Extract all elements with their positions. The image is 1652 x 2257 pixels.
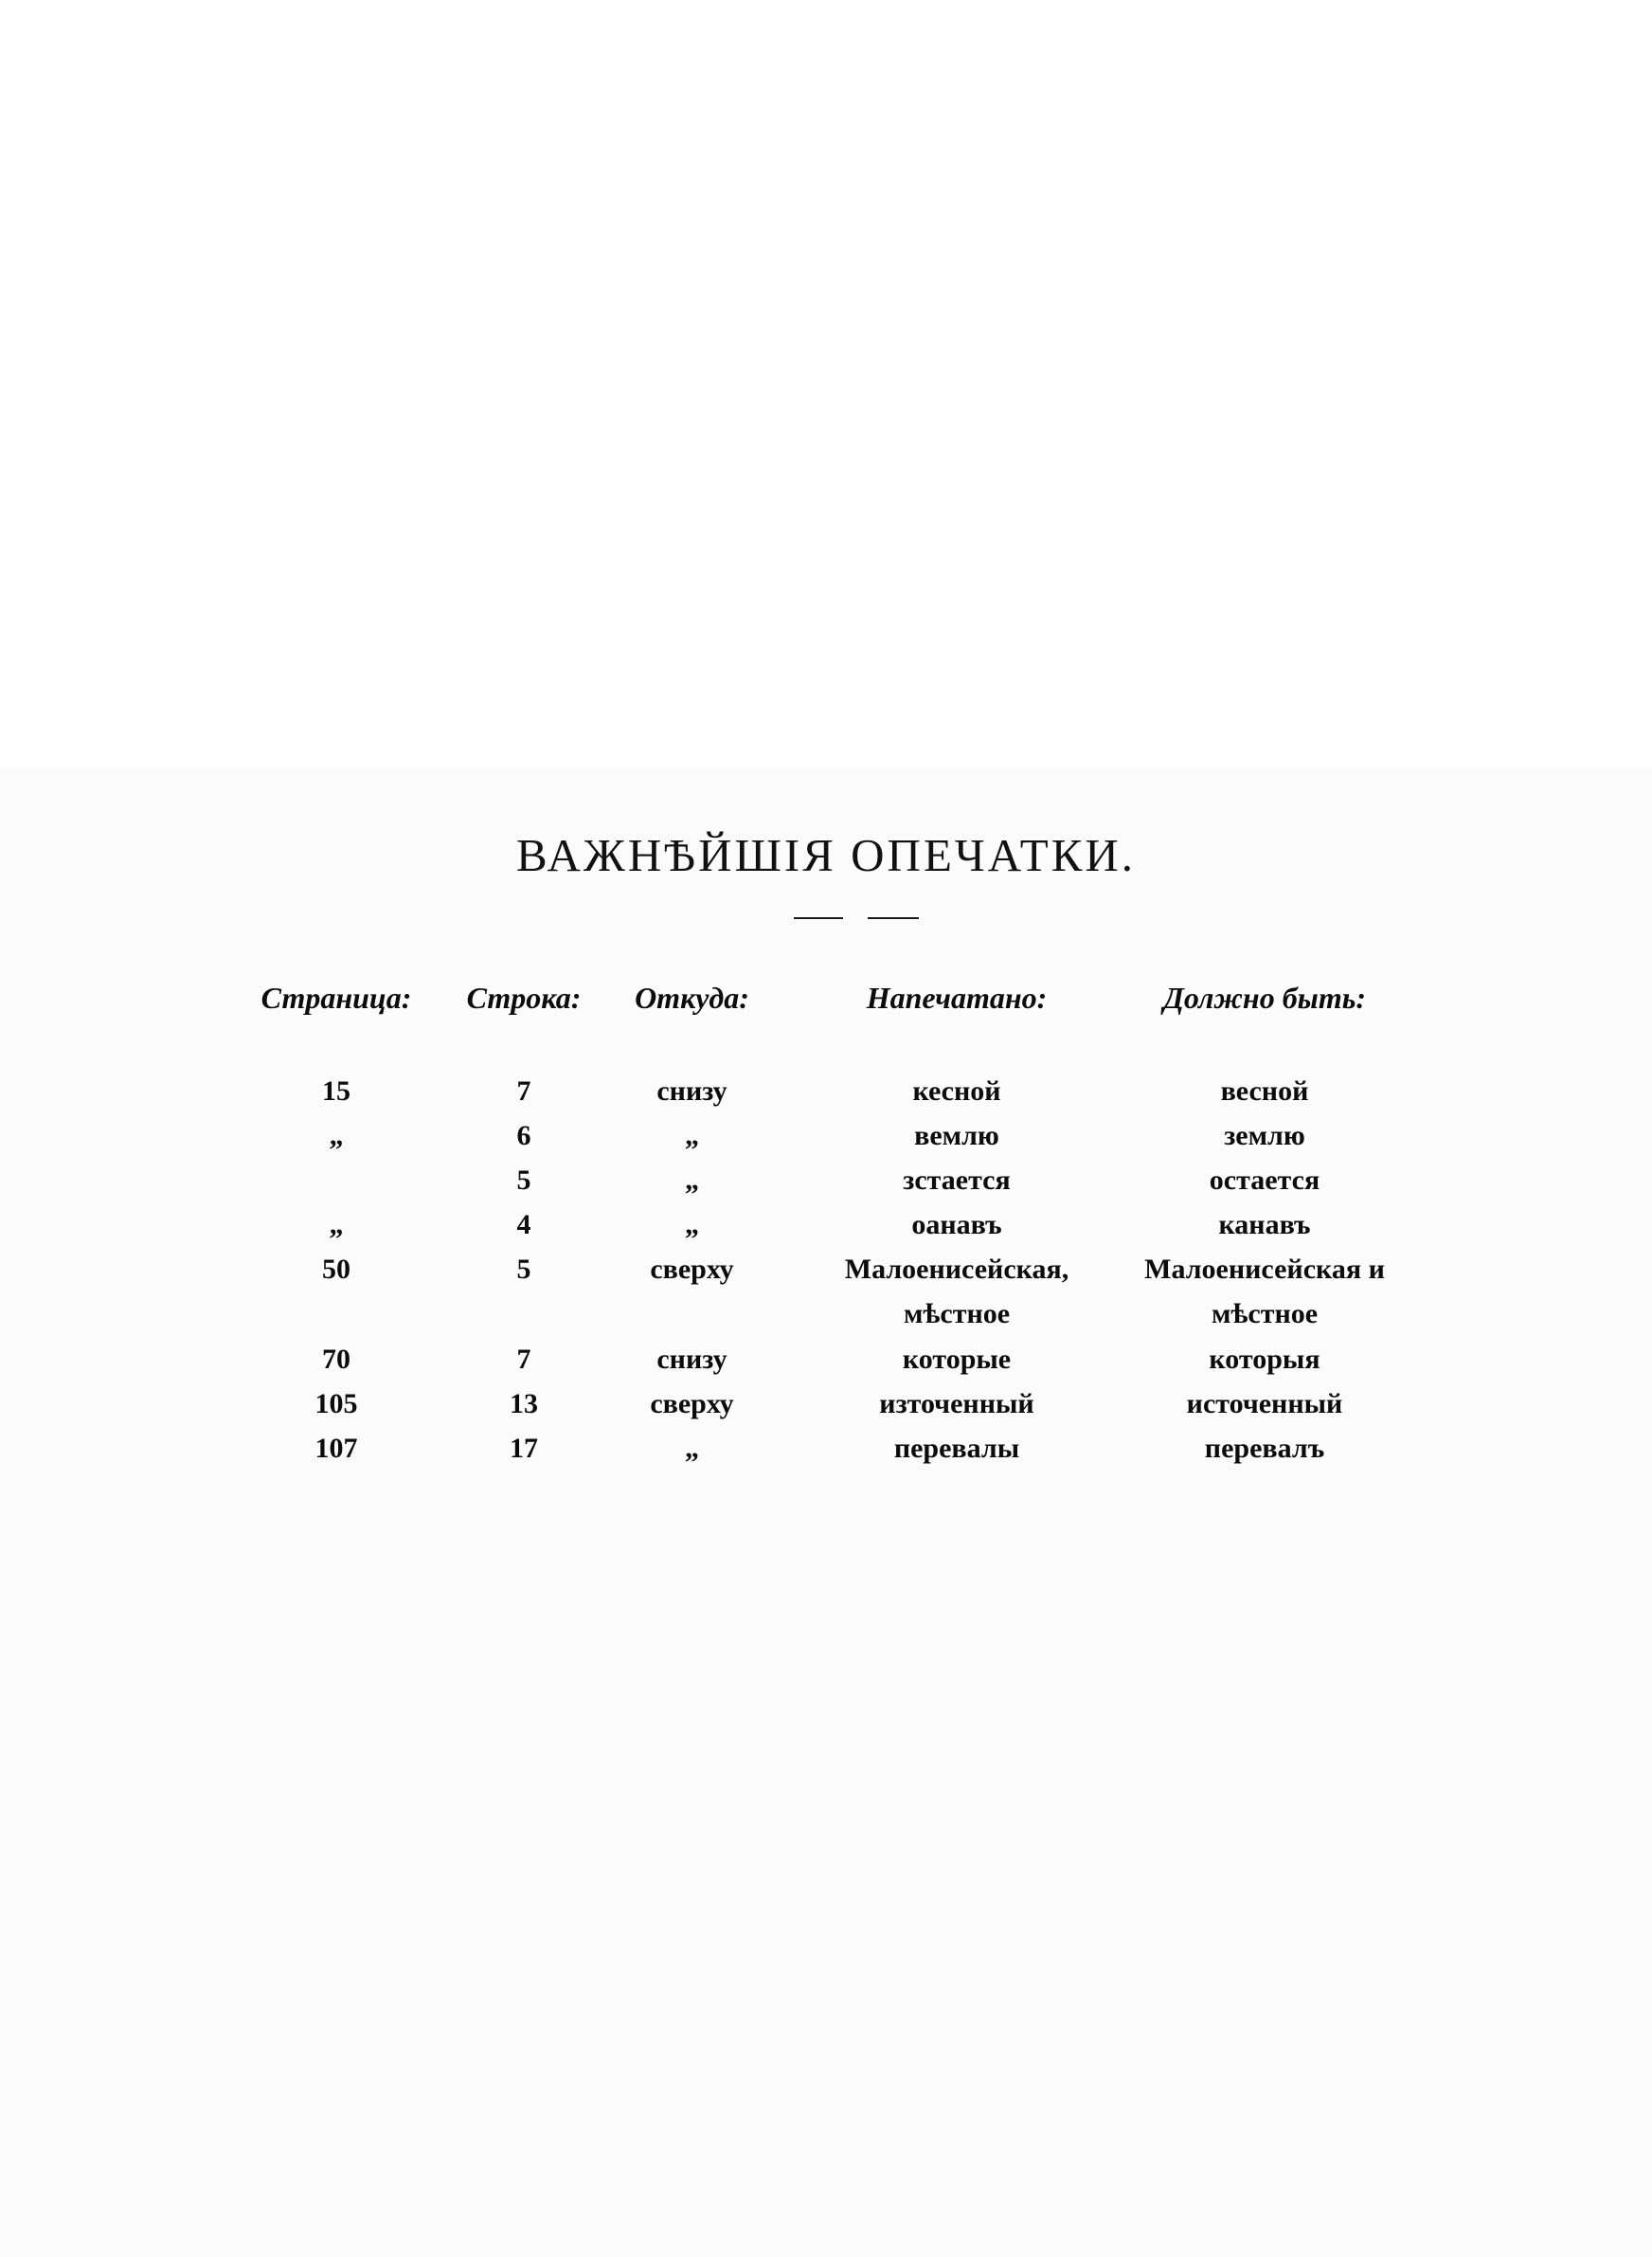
errata-header-row xyxy=(0,971,1652,1024)
cell-line: 7 xyxy=(516,1075,531,1107)
title-rule xyxy=(794,917,919,921)
column-header-should-be: Должно быть: xyxy=(1162,981,1367,1015)
errata-row xyxy=(0,1426,1652,1471)
cell-printed: вемлю xyxy=(914,1120,999,1151)
column-header-page: Страница: xyxy=(260,981,412,1015)
title-rule-dash xyxy=(794,917,843,919)
column-header-from: Откуда: xyxy=(635,981,749,1015)
cell-page: 107 xyxy=(314,1433,358,1464)
cell-should-be xyxy=(1108,1247,1421,1336)
cell-line: 7 xyxy=(516,1344,531,1375)
cell-should-be-line: Малоенисейская и xyxy=(1144,1254,1385,1285)
cell-page: 70 xyxy=(322,1344,350,1375)
errata-row xyxy=(0,1202,1652,1247)
cell-page: 15 xyxy=(322,1075,350,1107)
column-header-printed: Напечатано: xyxy=(866,981,1048,1015)
cell-should-be: землю xyxy=(1224,1120,1305,1151)
title-rule-dash xyxy=(868,917,919,919)
cell-from: снизу xyxy=(656,1344,727,1375)
errata-row xyxy=(0,1381,1652,1426)
cell-printed: перевалы xyxy=(893,1433,1020,1464)
cell-page: „ xyxy=(329,1120,344,1151)
cell-printed-line: Малоенисейская, xyxy=(844,1254,1069,1285)
cell-from: „ xyxy=(685,1165,699,1196)
errata-row xyxy=(0,1113,1652,1158)
cell-line: 13 xyxy=(510,1388,538,1419)
cell-line: 4 xyxy=(516,1209,531,1240)
cell-printed: зстается xyxy=(903,1165,1011,1196)
cell-from: „ xyxy=(685,1433,699,1464)
cell-should-be: весной xyxy=(1220,1075,1309,1107)
cell-printed: кесной xyxy=(912,1075,1001,1107)
column-header-line: Строка: xyxy=(466,981,582,1015)
cell-page: „ xyxy=(329,1209,344,1240)
cell-page: 50 xyxy=(322,1254,350,1285)
cell-should-be: канавъ xyxy=(1218,1209,1311,1240)
cell-printed: которые xyxy=(902,1344,1012,1375)
errata-row xyxy=(0,1069,1652,1113)
cell-printed: оанавъ xyxy=(911,1209,1002,1240)
errata-row xyxy=(0,1247,1652,1337)
cell-printed xyxy=(815,1247,1099,1336)
cell-line: 5 xyxy=(516,1165,531,1196)
cell-from: „ xyxy=(685,1209,699,1240)
cell-printed-line: мѣстное xyxy=(903,1298,1011,1329)
cell-page: 105 xyxy=(314,1388,358,1419)
cell-should-be: которыя xyxy=(1209,1344,1320,1375)
cell-line: 6 xyxy=(516,1120,531,1151)
cell-should-be: остается xyxy=(1209,1165,1320,1196)
cell-should-be: источенный xyxy=(1186,1388,1343,1419)
cell-printed: източенный xyxy=(879,1388,1034,1419)
cell-line: 17 xyxy=(510,1433,538,1464)
cell-line: 5 xyxy=(516,1254,531,1285)
cell-from: „ xyxy=(685,1120,699,1151)
errata-row xyxy=(0,1158,1652,1202)
page-title: ВАЖНѢЙШІЯ ОПЕЧАТКИ. xyxy=(515,829,1137,881)
cell-from: снизу xyxy=(656,1075,727,1107)
cell-from: сверху xyxy=(650,1388,734,1419)
errata-row xyxy=(0,1337,1652,1381)
errata-table xyxy=(0,971,1652,1471)
cell-should-be: перевалъ xyxy=(1204,1433,1325,1464)
cell-should-be-line: мѣстное xyxy=(1211,1298,1319,1329)
cell-from: сверху xyxy=(650,1254,734,1285)
